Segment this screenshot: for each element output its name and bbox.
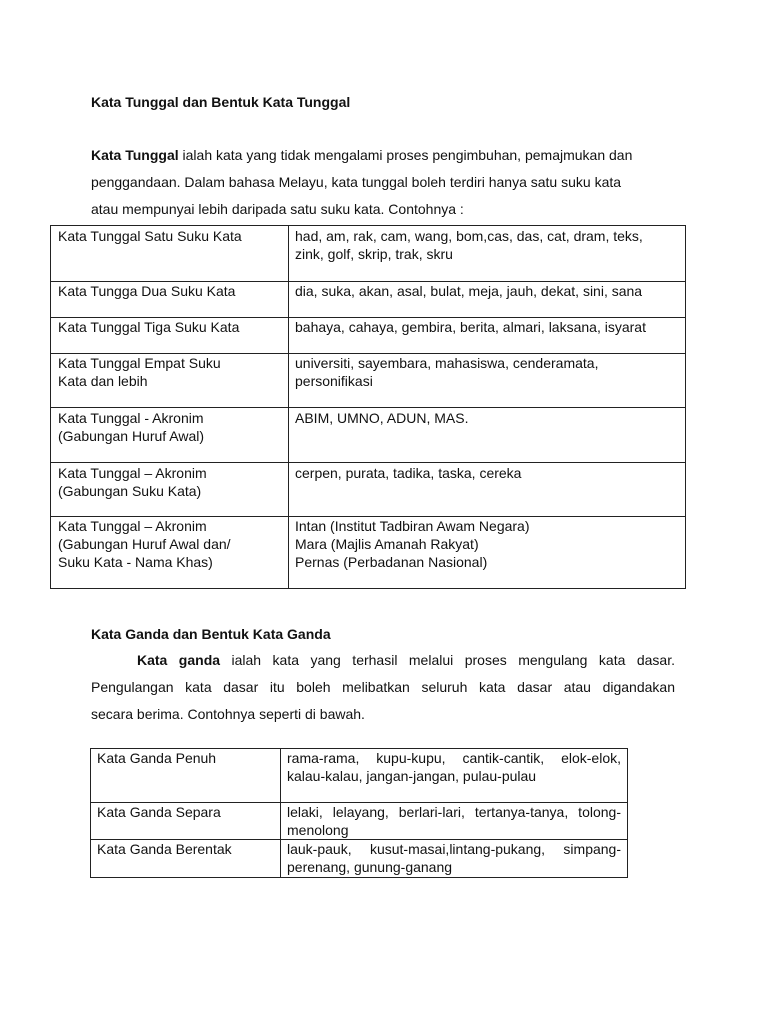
- row-type: Kata Ganda Separa: [91, 803, 281, 840]
- row-examples: ABIM, UMNO, ADUN, MAS.: [289, 408, 686, 463]
- kata-tunggal-table: [50, 225, 686, 589]
- row-examples: universiti, sayembara, mahasiswa, cenderamata, personifikasi: [289, 354, 686, 408]
- section1-heading: Kata Tunggal dan Bentuk Kata Tunggal: [91, 94, 351, 110]
- table-row: [51, 463, 686, 517]
- table-row: [51, 226, 686, 282]
- table-row: [51, 282, 686, 318]
- row-examples: bahaya, cahaya, gembira, berita, almari, laksana, isyarat: [289, 318, 686, 354]
- table-row: [51, 318, 686, 354]
- table-row: [91, 749, 628, 803]
- table-row: [91, 803, 628, 840]
- row-examples: had, am, rak, cam, wang, bom,cas, das, cat, dram, teks, zink, golf, skrip, trak, skru: [289, 226, 686, 282]
- row-type: Kata Tunggal Satu Suku Kata: [51, 226, 289, 282]
- section2-intro-term: Kata ganda: [137, 652, 221, 668]
- row-examples: Intan (Institut Tadbiran Awam Negara) Mara (Majlis Amanah Rakyat) Pernas (Perbadanan Nasional): [289, 517, 686, 589]
- section2-heading: Kata Ganda dan Bentuk Kata Ganda: [91, 626, 331, 642]
- row-examples: cerpen, purata, tadika, taska, cereka: [289, 463, 686, 517]
- row-type: Kata Ganda Penuh: [91, 749, 281, 803]
- section1-intro-line1: [91, 142, 632, 169]
- section2-intro-line2: Pengulangan kata dasar itu boleh melibatkan seluruh kata dasar atau digandakan: [91, 679, 675, 695]
- kata-ganda-table: [90, 748, 628, 878]
- table-row: [91, 840, 628, 878]
- row-examples: dia, suka, akan, asal, bulat, meja, jauh, dekat, sini, sana: [289, 282, 686, 318]
- section2-intro-line3: secara berima. Contohnya seperti di bawah.: [91, 706, 365, 722]
- section1-intro-line3: atau mempunyai lebih daripada satu suku kata. Contohnya :: [91, 201, 464, 217]
- row-examples: lelaki, lelayang, berlari-lari, tertanya-tanya, tolong-menolong: [281, 803, 628, 840]
- row-type: Kata Tungga Dua Suku Kata: [51, 282, 289, 318]
- section2-intro-line1: [137, 647, 675, 674]
- section1-intro-line1-rest: ialah kata yang tidak mengalami proses pengimbuhan, pemajmukan dan: [178, 147, 633, 163]
- table-row: [51, 408, 686, 463]
- row-examples: lauk-pauk, kusut-masai,lintang-pukang, simpang-perenang, gunung-ganang: [281, 840, 628, 878]
- row-type: Kata Tunggal – Akronim (Gabungan Suku Kata): [51, 463, 289, 517]
- section2-intro-line1-rest: ialah kata yang terhasil melalui proses mengulang kata dasar.: [220, 652, 675, 668]
- table-row: [51, 517, 686, 589]
- section1-intro-term: Kata Tunggal: [91, 147, 179, 163]
- section1-intro-line2: penggandaan. Dalam bahasa Melayu, kata tunggal boleh terdiri hanya satu suku kata: [91, 174, 622, 190]
- row-type: Kata Tunggal Empat Suku Kata dan lebih: [51, 354, 289, 408]
- table-row: [51, 354, 686, 408]
- row-examples: rama-rama, kupu-kupu, cantik-cantik, elok-elok, kalau-kalau, jangan-jangan, pulau-pulau: [281, 749, 628, 803]
- row-type: Kata Tunggal - Akronim (Gabungan Huruf Awal): [51, 408, 289, 463]
- row-type: Kata Tunggal Tiga Suku Kata: [51, 318, 289, 354]
- row-type: Kata Tunggal – Akronim (Gabungan Huruf Awal dan/ Suku Kata - Nama Khas): [51, 517, 289, 589]
- row-type: Kata Ganda Berentak: [91, 840, 281, 878]
